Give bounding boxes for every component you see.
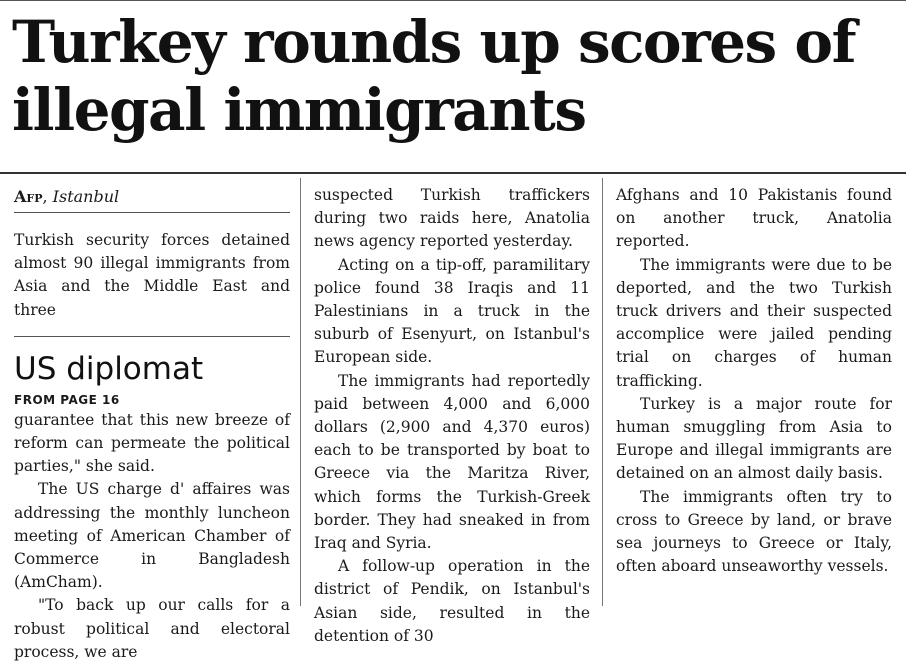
byline-separator: , bbox=[42, 187, 53, 206]
article-paragraph: Acting on a tip-off, paramilitary police found 38 Iraqis and 11 Palestinians in a truck in the suburb of Esenyurt, on Istanbul's European side. bbox=[314, 255, 590, 367]
byline bbox=[14, 186, 290, 208]
column-divider bbox=[602, 178, 603, 606]
top-rule bbox=[0, 0, 906, 1]
headline: Turkey rounds up scores of illegal immigrants bbox=[12, 8, 856, 144]
article-paragraph: The immigrants had reportedly paid between 4,000 and 6,000 dollars (2,900 and 4,370 euros) each to be transported by boat to Greece via the Maritza River, which forms the Turkish-Greek border. They had sneaked in from Iraq and Syria. bbox=[314, 371, 590, 553]
article-paragraph: A follow-up operation in the district of Pendik, on Istanbul's Asian side, resulted in the detention of 30 bbox=[314, 557, 590, 645]
column-1 bbox=[14, 180, 290, 661]
article-paragraph: Afghans and 10 Pakistanis found on another truck, Anatolia reported. bbox=[616, 186, 892, 251]
article-paragraph: Turkish security forces detained almost 90 illegal immigrants from Asia and the Middle East and three bbox=[14, 231, 290, 319]
byline-rule bbox=[14, 212, 290, 213]
byline-city: Istanbul bbox=[52, 187, 120, 206]
column-2 bbox=[314, 180, 590, 648]
article-paragraph: Turkey is a major route for human smuggling from Asia to Europe and illegal immigrants are detained on an almost daily basis. bbox=[616, 394, 892, 483]
article-paragraph: The immigrants often try to cross to Greece by land, or brave sea journeys to Greece or Italy, often aboard unseaworthy vessels. bbox=[616, 487, 892, 576]
article-paragraph: The immigrants were due to be deported, and the two Turkish truck drivers and their suspected accomplice were jailed pending trial on charges of human trafficking. bbox=[616, 255, 892, 390]
byline-agency: Afp bbox=[14, 187, 43, 206]
article-paragraph: suspected Turkish traffickers during two raids here, Anatolia news agency reported yesterday. bbox=[314, 186, 590, 251]
column-3 bbox=[616, 180, 892, 578]
column-divider bbox=[300, 178, 301, 606]
second-story-paragraph: "To back up our calls for a robust political and electoral process, we are bbox=[14, 596, 290, 661]
story-separator-rule bbox=[14, 336, 290, 337]
jump-line: FROM PAGE 16 bbox=[14, 392, 120, 407]
second-story-headline: US diplomat bbox=[14, 350, 204, 387]
second-story-paragraph: guarantee that this new breeze of reform can permeate the political parties," she said. bbox=[14, 410, 290, 476]
second-story-paragraph: The US charge d' affaires was addressing the monthly luncheon meeting of American Chamber of Commerce in Bangladesh (AmCham). bbox=[14, 480, 290, 592]
headline-rule bbox=[0, 172, 906, 174]
